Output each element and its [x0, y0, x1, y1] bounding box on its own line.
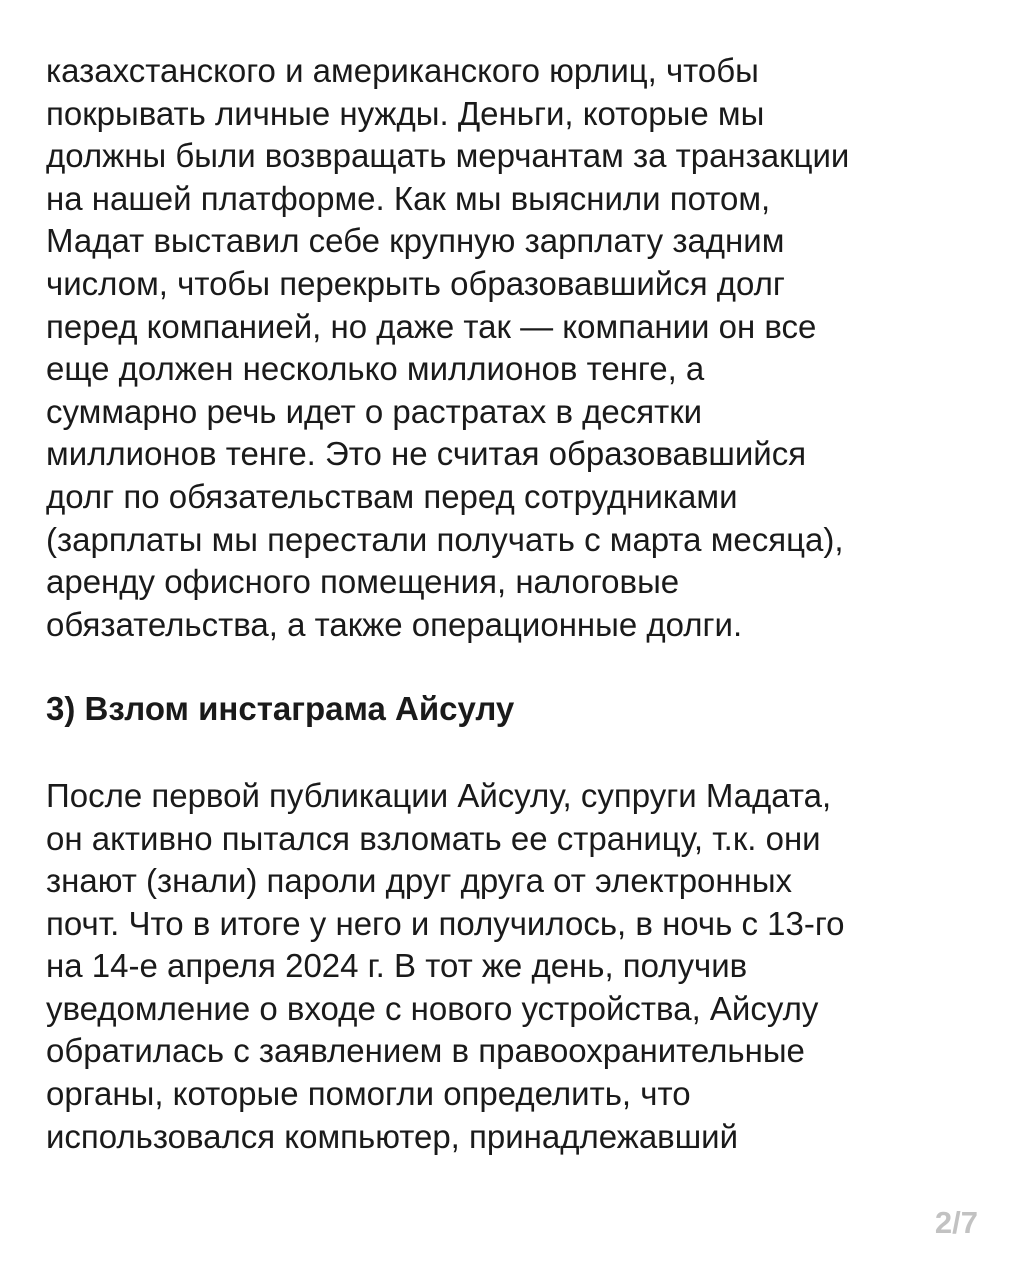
document-page: [46, 50, 1006, 1158]
text-line: на 14-е апреля 2024 г. В тот же день, получив: [46, 947, 748, 985]
text-line: почт. Что в итоге у него и получилось, в ночь с 13-го: [46, 904, 845, 942]
text-line: суммарно речь идет о растратах в десятки: [46, 392, 703, 430]
text-line: он активно пытался взломать ее страницу, т.к. они: [46, 819, 821, 857]
text-line: должны были возвращать мерчантам за транзакции: [46, 137, 850, 175]
text-line: долг по обязательствам перед сотрудниками: [46, 477, 738, 515]
text-line: знают (знали) пароли друг друга от электронных: [46, 862, 793, 900]
text-line: использовался компьютер, принадлежавший: [46, 1117, 739, 1155]
text-line: органы, которые помогли определить, что: [46, 1075, 691, 1113]
text-line: перед компанией, но даже так — компании он все: [46, 307, 817, 345]
text-line: числом, чтобы перекрыть образовавшийся долг: [46, 264, 785, 302]
text-line: на нашей платформе. Как мы выяснили потом,: [46, 179, 771, 217]
text-line: уведомление о входе с нового устройства, Айсулу: [46, 989, 819, 1027]
text-line: После первой публикации Айсулу, супруги Мадата,: [46, 776, 832, 814]
text-line: аренду офисного помещения, налоговые: [46, 563, 680, 601]
text-line: (зарплаты мы перестали получать с марта месяца),: [46, 520, 844, 558]
text-line: казахстанского и американского юрлиц, чтобы: [46, 52, 759, 89]
text-line: обратилась с заявлением в правоохранительные: [46, 1032, 805, 1070]
text-line: обязательства, а также операционные долги.: [46, 605, 743, 643]
text-line: Мадат выставил себе крупную зарплату задним: [46, 222, 785, 260]
paragraph-instagram-hack: [46, 775, 1006, 1158]
section-heading: 3) Взлом инстаграма Айсулу: [46, 690, 515, 728]
text-line: покрывать личные нужды. Деньги, которые мы: [46, 94, 765, 132]
page-counter: 2/7: [934, 1205, 978, 1240]
paragraph-embezzlement: [46, 50, 1006, 646]
text-line: еще должен несколько миллионов тенге, а: [46, 350, 705, 388]
text-line: миллионов тенге. Это не считая образовавшийся: [46, 435, 807, 473]
